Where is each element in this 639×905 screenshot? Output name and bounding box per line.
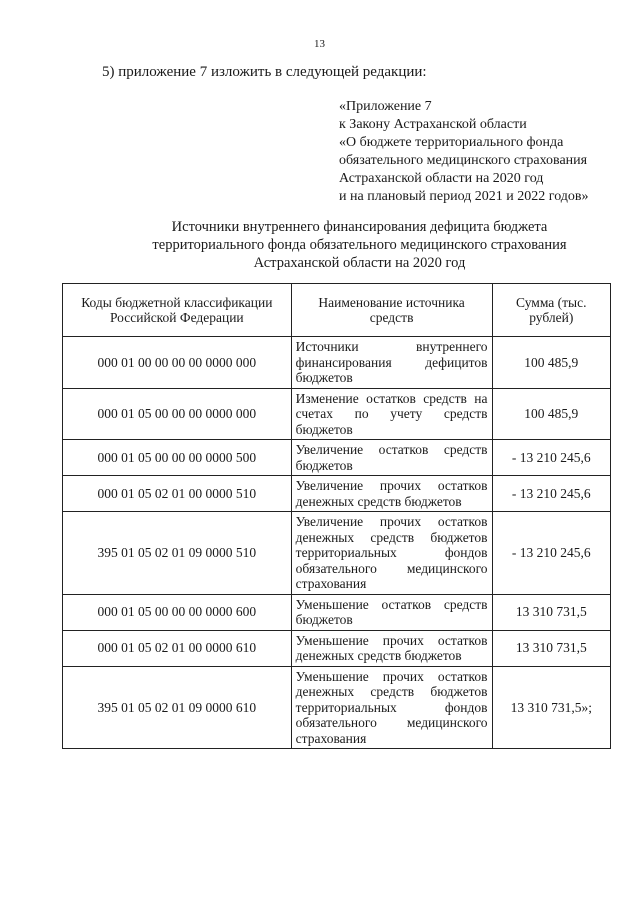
appendix-ref-line: Астраханской области на 2020 год xyxy=(339,171,544,186)
row-sum: 100 485,9 xyxy=(492,337,610,389)
row-name: Увеличение прочих остатков денежных средств бюджетов xyxy=(291,476,492,512)
title-line: территориального фонда обязательного медицинского страхования xyxy=(152,237,567,253)
row-sum: 13 310 731,5 xyxy=(492,594,610,630)
row-code: 000 01 05 00 00 00 0000 000 xyxy=(63,388,292,440)
row-code: 000 01 05 02 01 00 0000 510 xyxy=(63,476,292,512)
title-line: Астраханской области на 2020 год xyxy=(253,255,466,271)
header-name: Наименование источника средств xyxy=(291,284,492,337)
table-row xyxy=(63,337,611,389)
table-row xyxy=(63,476,611,512)
row-name: Уменьшение прочих остатков денежных средств бюджетов территориальных фондов обязательного медицинского страхования xyxy=(291,666,492,749)
appendix-ref-line: «Приложение 7 xyxy=(339,99,432,114)
page-number: 13 xyxy=(314,38,325,50)
table-row xyxy=(63,388,611,440)
row-code: 395 01 05 02 01 09 0000 510 xyxy=(63,512,292,595)
appendix-ref-line: к Закону Астраханской области xyxy=(339,117,527,132)
row-sum: - 13 210 245,6 xyxy=(492,512,610,595)
row-code: 000 01 05 02 01 00 0000 610 xyxy=(63,630,292,666)
appendix-reference xyxy=(339,98,589,206)
intro-paragraph: 5) приложение 7 изложить в следующей редакции: xyxy=(102,64,427,80)
row-code: 000 01 05 00 00 00 0000 600 xyxy=(63,594,292,630)
row-code: 000 01 05 00 00 00 0000 500 xyxy=(63,440,292,476)
title-line: Источники внутреннего финансирования дефицита бюджета xyxy=(171,219,548,235)
row-name: Уменьшение прочих остатков денежных средств бюджетов xyxy=(291,630,492,666)
row-sum: 100 485,9 xyxy=(492,388,610,440)
row-sum: 13 310 731,5 xyxy=(492,630,610,666)
header-sum: Сумма (тыс. рублей) xyxy=(492,284,610,337)
row-sum: - 13 210 245,6 xyxy=(492,476,610,512)
table-row xyxy=(63,594,611,630)
row-name: Уменьшение остатков средств бюджетов xyxy=(291,594,492,630)
appendix-ref-line: «О бюджете территориального фонда xyxy=(339,135,564,150)
header-code: Коды бюджетной классификации Российской Федерации xyxy=(63,284,292,337)
row-name: Увеличение остатков средств бюджетов xyxy=(291,440,492,476)
row-code: 000 01 00 00 00 00 0000 000 xyxy=(63,337,292,389)
row-sum: - 13 210 245,6 xyxy=(492,440,610,476)
document-title xyxy=(40,218,639,272)
row-sum: 13 310 731,5»; xyxy=(492,666,610,749)
row-name: Источники внутреннего финансирования дефицитов бюджетов xyxy=(291,337,492,389)
table-header-row xyxy=(63,284,611,337)
table-row xyxy=(63,630,611,666)
row-name: Увеличение прочих остатков денежных средств бюджетов территориальных фондов обязательного медицинского страхования xyxy=(291,512,492,595)
financing-sources-table xyxy=(62,283,611,749)
appendix-ref-line: обязательного медицинского страхования xyxy=(339,153,588,168)
row-code: 395 01 05 02 01 09 0000 610 xyxy=(63,666,292,749)
appendix-ref-line: и на плановый период 2021 и 2022 годов» xyxy=(339,189,589,204)
row-name: Изменение остатков средств на счетах по учету средств бюджетов xyxy=(291,388,492,440)
table-row xyxy=(63,440,611,476)
table-row xyxy=(63,512,611,595)
table-row xyxy=(63,666,611,749)
